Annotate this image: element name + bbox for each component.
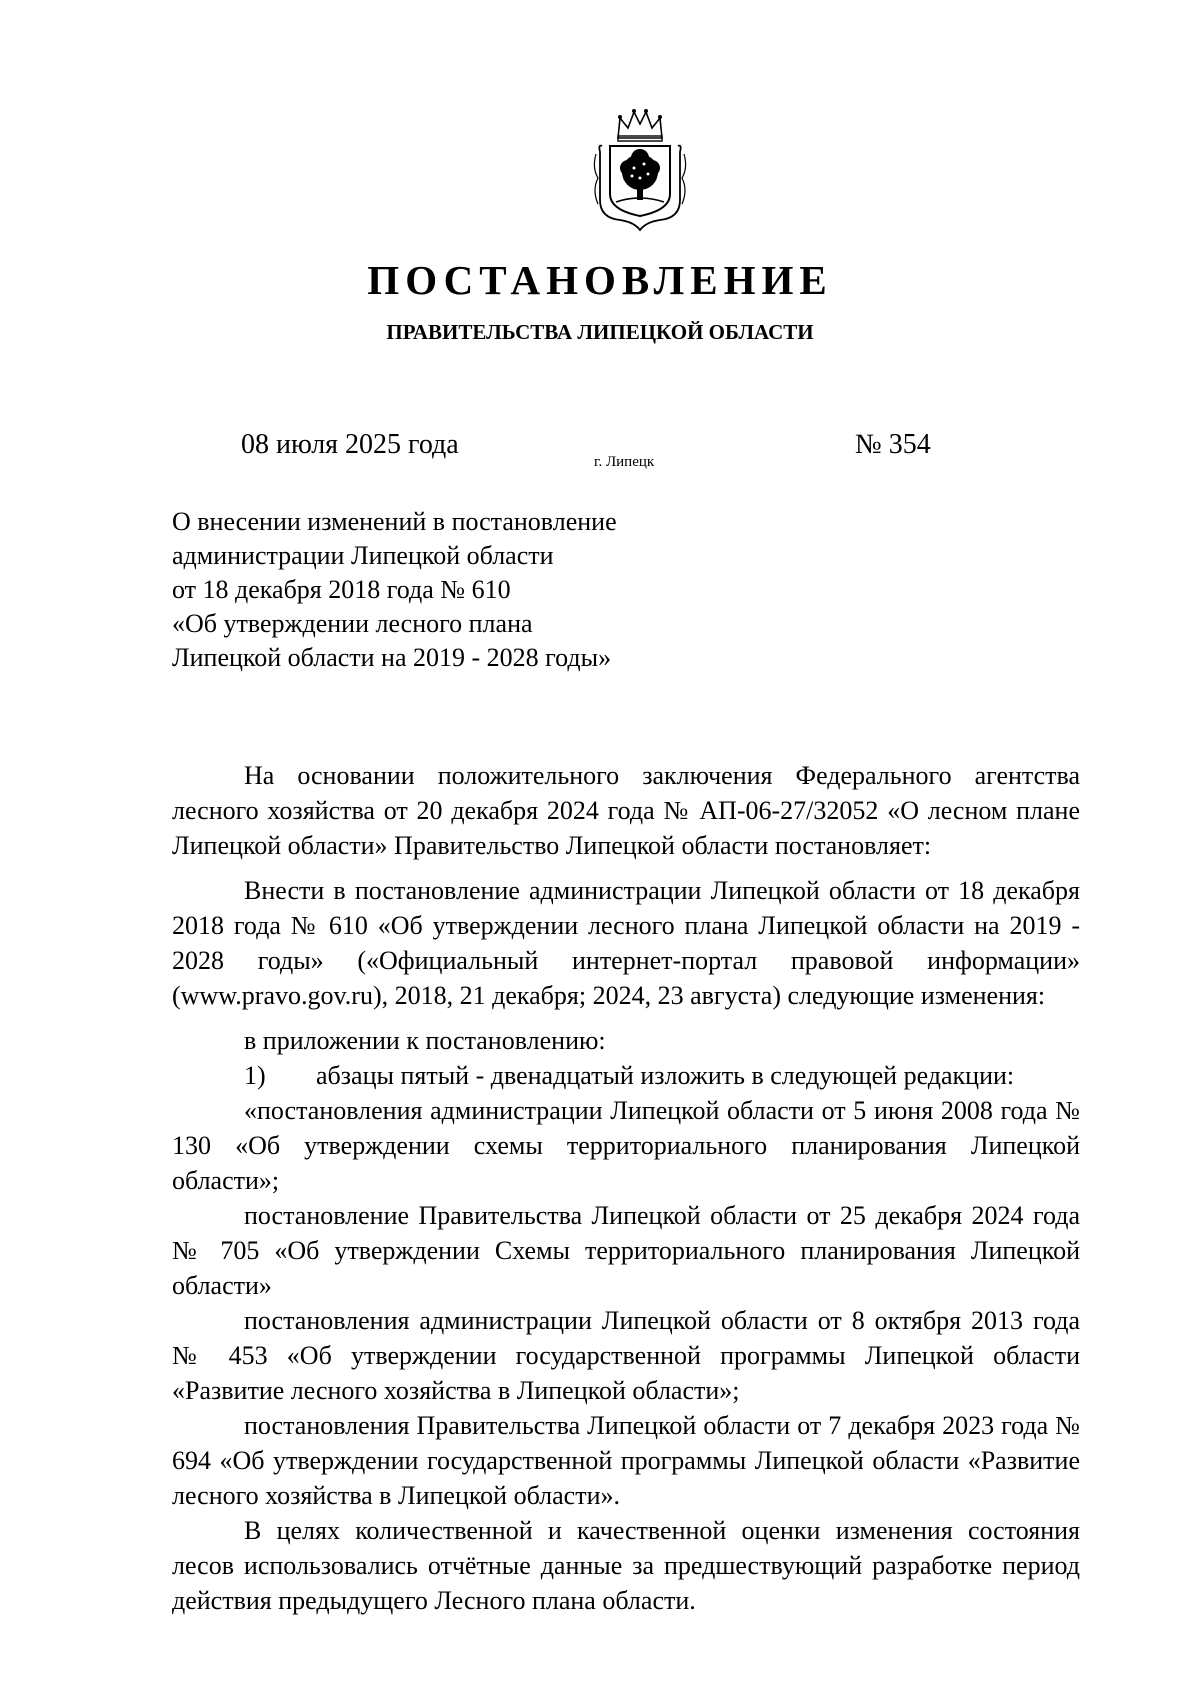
body-paragraph: На основании положительного заключения Федерального агентства лесного хозяйства от 20 декабря 2024 года № АП-06-27/32052 «О лесном плане Липецкой области» Правительство Липецкой области постановляет: [172, 761, 1080, 860]
list-item-text: абзацы пятый - двенадцатый изложить в следующей редакции: [316, 1061, 1015, 1090]
document-issuer: ПРАВИТЕЛЬСТВА ЛИПЕЦКОЙ ОБЛАСТИ [386, 320, 814, 344]
list-item [172, 1058, 1080, 1093]
body-paragraph: постановления администрации Липецкой области от 8 октября 2013 года № 453 «Об утверждении государственной программы Липецкой области «Развитие лесного хозяйства в Липецкой области»; [172, 1306, 1080, 1405]
document-city: г. Липецк [594, 454, 655, 470]
body-paragraph: постановление Правительства Липецкой области от 25 декабря 2024 года № 705 «Об утверждении Схемы территориального планирования Липецкой области» [172, 1201, 1080, 1300]
subject-line: от 18 декабря 2018 года № 610 [172, 575, 511, 604]
subject-line: Липецкой области на 2019 - 2028 годы» [172, 643, 612, 672]
document-subject [172, 505, 792, 675]
subject-line: «Об утверждении лесного плана [172, 609, 533, 638]
coat-of-arms-icon [590, 108, 690, 233]
document-number: № 354 [855, 429, 931, 460]
subject-line: администрации Липецкой области [172, 541, 554, 570]
list-item-number: 1) [244, 1061, 266, 1090]
body-paragraph: «постановления администрации Липецкой области от 5 июня 2008 года № 130 «Об утверждении схемы территориального планирования Липецкой области»; [172, 1096, 1080, 1195]
document-date: 08 июля 2025 года [241, 429, 459, 460]
document-title: ПОСТАНОВЛЕНИЕ [367, 257, 833, 303]
body-paragraph: в приложении к постановлению: [244, 1026, 606, 1055]
body-paragraph: Внести в постановление администрации Липецкой области от 18 декабря 2018 года № 610 «Об утверждении лесного плана Липецкой области на 2019 - 2028 годы» («Официальный интернет-портал правовой информации» (www.pravo.gov.ru), 2018, 21 декабря; 2024, 23 августа) следующие изменения: [172, 876, 1080, 1010]
body-paragraph: В целях количественной и качественной оценки изменения состояния лесов использовались отчётные данные за предшествующий разработке период действия предыдущего Лесного плана области. [172, 1516, 1080, 1615]
document-body [172, 758, 1080, 1618]
subject-line: О внесении изменений в постановление [172, 507, 617, 536]
body-paragraph: постановления Правительства Липецкой области от 7 декабря 2023 года № 694 «Об утверждении государственной программы Липецкой области «Развитие лесного хозяйства в Липецкой области». [172, 1411, 1080, 1510]
